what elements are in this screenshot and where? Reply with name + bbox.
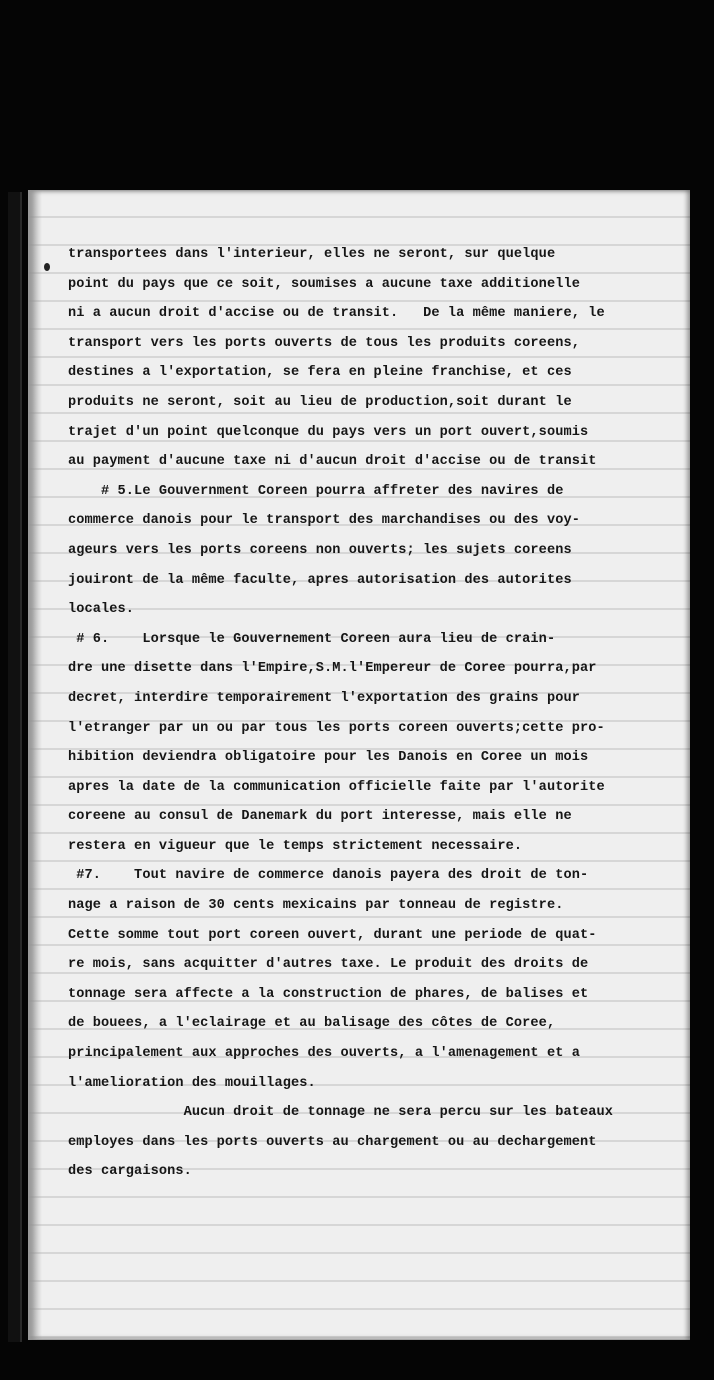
article-7-heading-line: #7. Tout navire de commerce danois payera des droit de ton- [68,868,589,884]
article-5-heading-line: # 5.Le Gouvernment Coreen pourra affreter des navires de [68,483,564,499]
text-line: des cargaisons. [68,1164,192,1180]
text-line: Aucun droit de tonnage ne sera percu sur les bateaux [68,1105,613,1121]
text-line: l'amelioration des mouillages. [68,1075,316,1091]
text-line: apres la date de la communication officielle faite par l'autorite [68,779,605,795]
text-line: au payment d'aucune taxe ni d'aucun droit d'accise ou de transit [68,454,597,470]
text-line: jouiront de la même faculte, apres autorisation des autorites [68,572,572,588]
text-line: ni a aucun droit d'accise ou de transit. De la même maniere, le [68,306,605,322]
text-line: locales. [68,602,135,618]
film-edge [8,192,22,1342]
text-line: produits ne seront, soit au lieu de production,soit durant le [68,394,572,410]
text-line: hibition deviendra obligatoire pour les Danois en Coree un mois [68,750,589,766]
text-line: employes dans les ports ouverts au chargement ou au dechargement [68,1134,597,1150]
typed-text-body [68,240,648,1187]
text-line: destines a l'exportation, se fera en pleine franchise, et ces [68,365,572,381]
text-line: ageurs vers les ports coreens non ouverts; les sujets coreens [68,542,572,558]
text-line: transport vers les ports ouverts de tous les produits coreens, [68,335,580,351]
text-line: restera en vigueur que le temps strictement necessaire. [68,838,523,854]
text-line: decret, interdire temporairement l'exportation des grains pour [68,690,580,706]
text-line: commerce danois pour le transport des marchandises ou des voy- [68,513,580,529]
text-line: coreene au consul de Danemark du port interesse, mais elle ne [68,809,572,825]
text-line: de bouees, a l'eclairage et au balisage des côtes de Coree, [68,1016,556,1032]
text-line: point du pays que ce soit, soumises a aucune taxe additionelle [68,276,580,292]
text-line: transportees dans l'interieur, elles ne seront, sur quelque [68,247,556,262]
ink-mark [44,263,50,271]
text-line: Cette somme tout port coreen ouvert, durant une periode de quat- [68,927,597,943]
page-shadow [28,190,42,1340]
text-line: re mois, sans acquitter d'autres taxe. Le produit des droits de [68,957,589,973]
article-6-heading-line: # 6. Lorsque le Gouvernement Coreen aura lieu de crain- [68,631,556,647]
text-line: tonnage sera affecte a la construction de phares, de balises et [68,986,589,1002]
text-line: l'etranger par un ou par tous les ports coreen ouverts;cette pro- [68,720,605,736]
text-line: dre une disette dans l'Empire,S.M.l'Empereur de Coree pourra,par [68,661,597,677]
text-line: principalement aux approches des ouverts, a l'amenagement et a [68,1046,580,1062]
text-line: nage a raison de 30 cents mexicains par tonneau de registre. [68,898,564,914]
text-line: trajet d'un point quelconque du pays vers un port ouvert,soumis [68,424,589,440]
